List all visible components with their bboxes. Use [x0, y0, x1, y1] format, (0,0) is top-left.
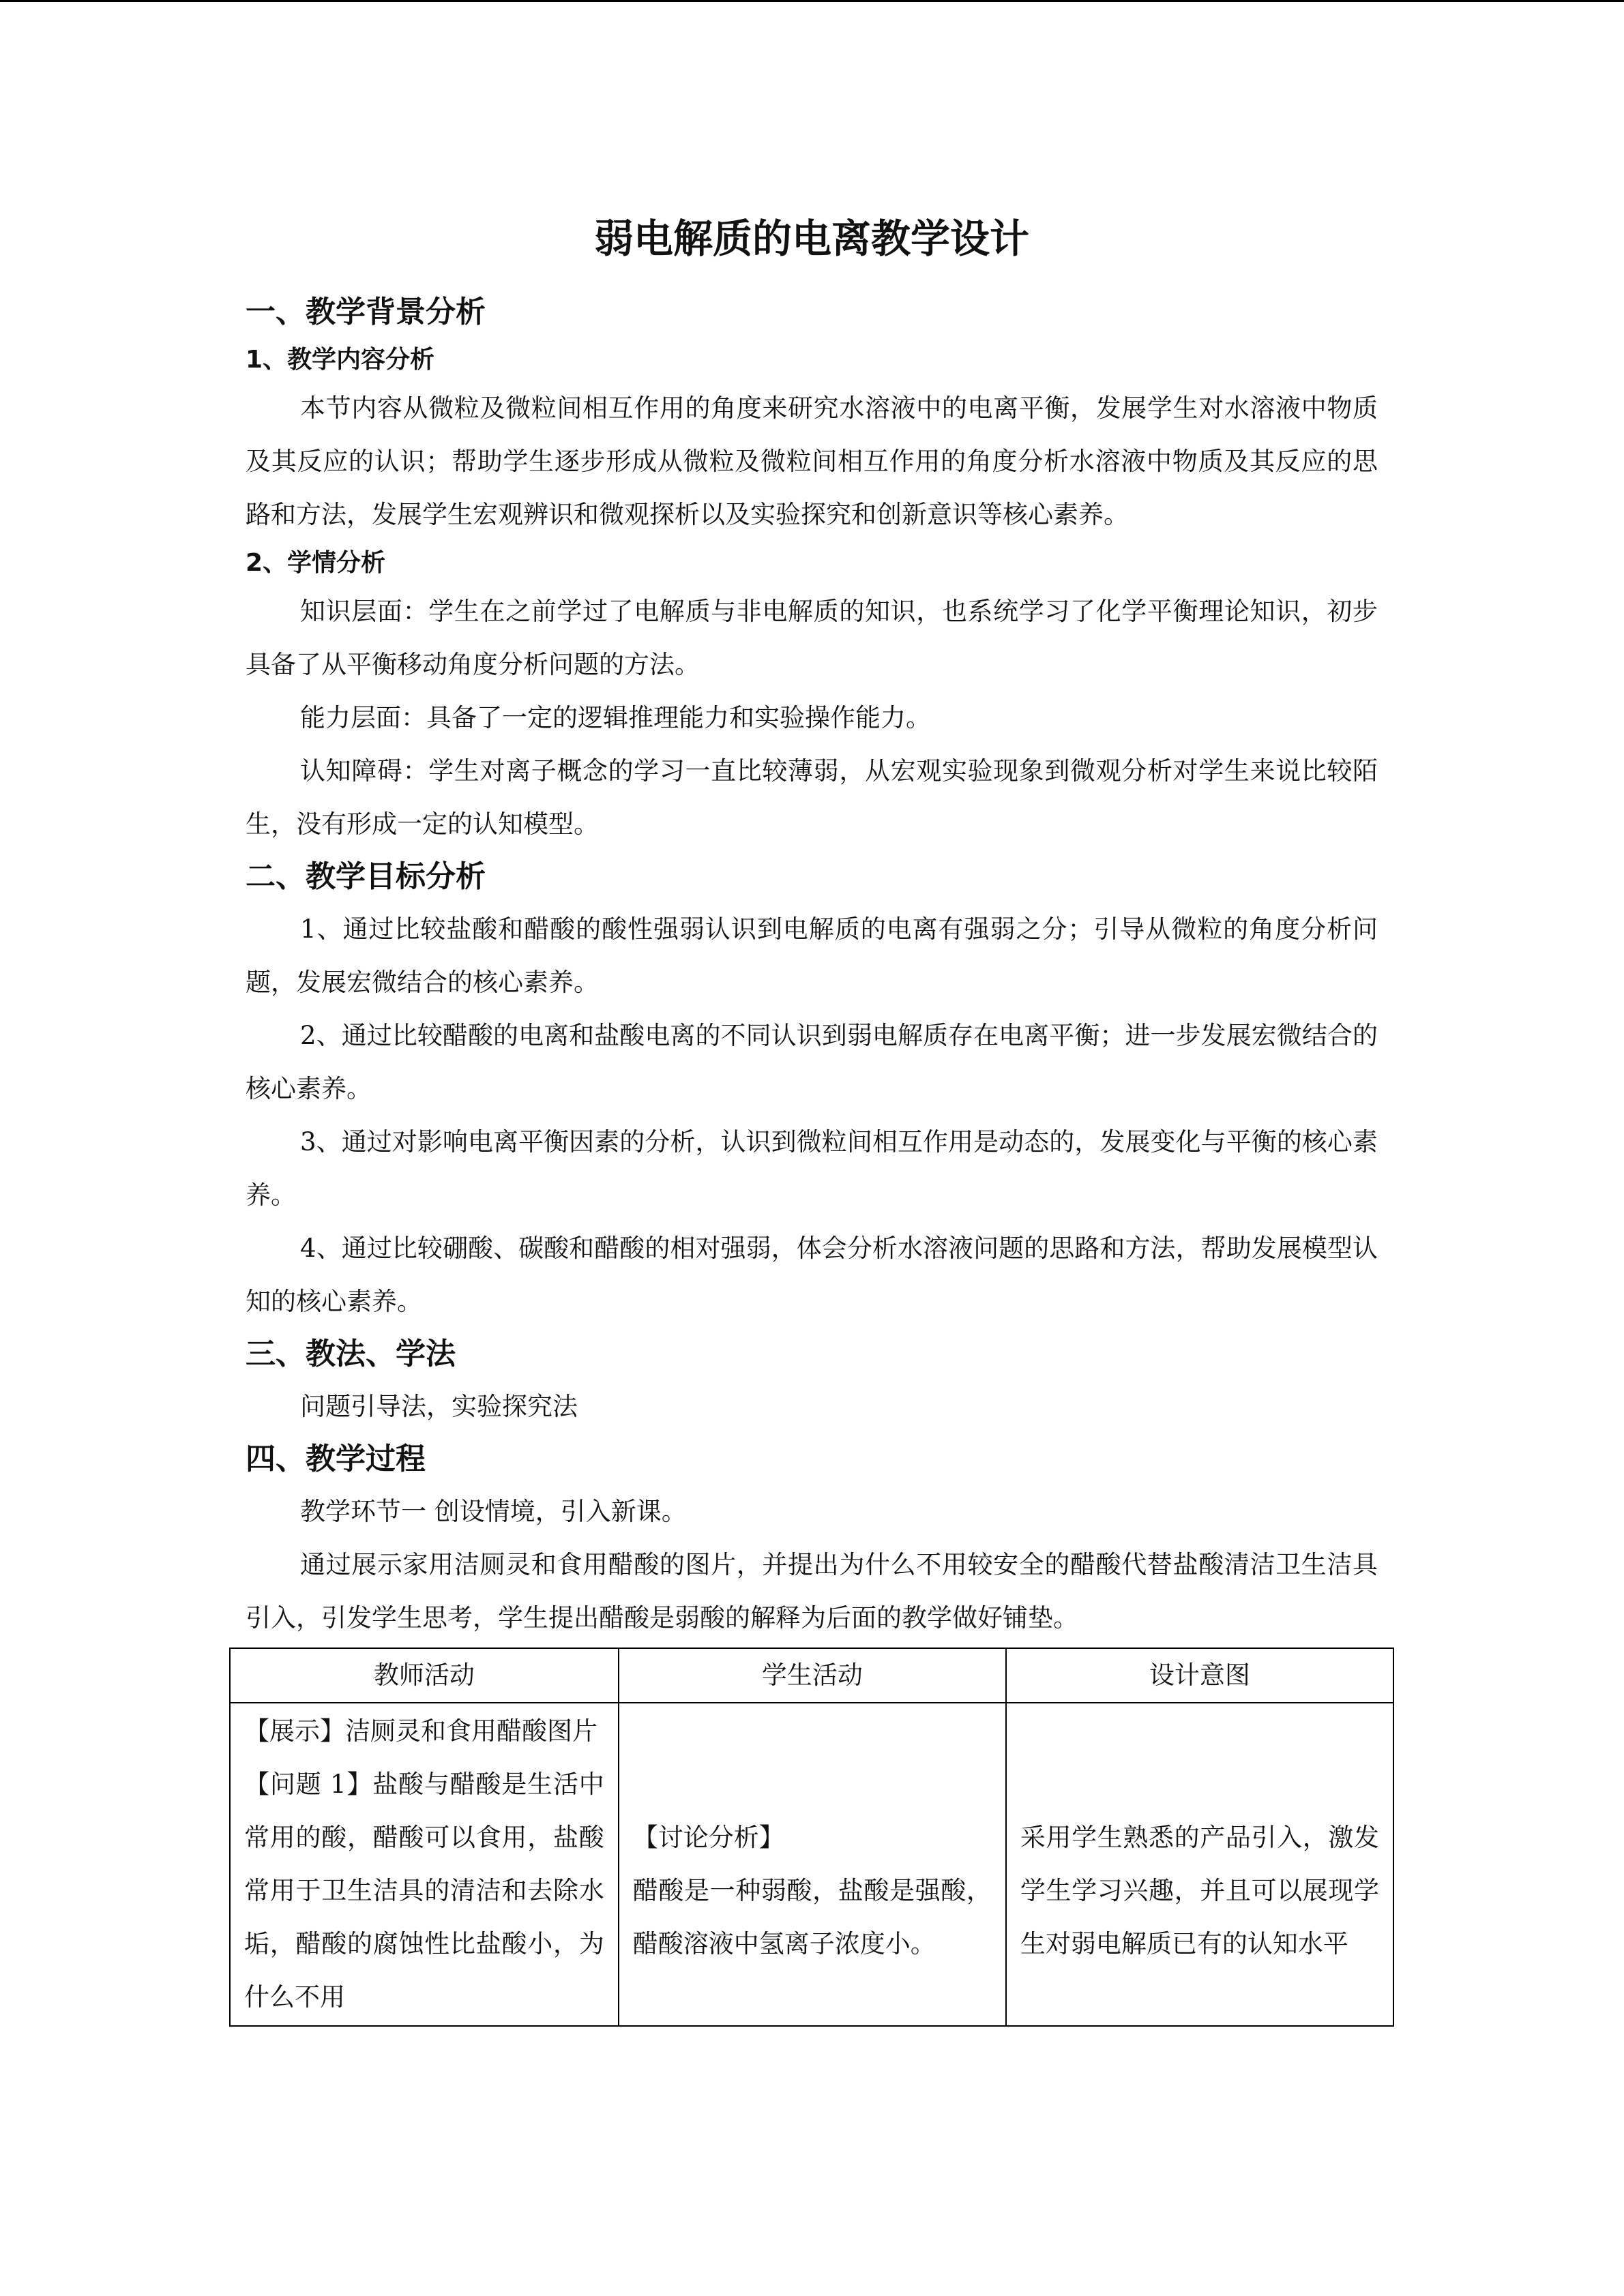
cognitive-barrier-paragraph: 认知障碍：学生对离子概念的学习一直比较薄弱，从宏观实验现象到微观分析对学生来说比较陌生，没有形成一定的认知模型。 [246, 756, 1378, 839]
knowledge-level-paragraph: 知识层面：学生在之前学过了电解质与非电解质的知识，也系统学习了化学平衡理论知识，初步具备了从平衡移动角度分析问题的方法。 [246, 597, 1378, 679]
header-design-intent: 设计意图 [1006, 1648, 1393, 1703]
student-activity-heading: 【讨论分析】 [632, 1823, 784, 1852]
content-analysis-paragraph: 本节内容从微粒及微粒间相互作用的角度来研究水溶液中的电离平衡，发展学生对水溶液中物质及其反应的认识；帮助学生逐步形成从微粒及微粒间相互作用的角度分析水溶液中物质及其反应的思路和方法，发展学生宏观辨识和微观探析以及实验探究和创新意识等核心素养。 [246, 393, 1378, 529]
stage-1-description: 通过展示家用洁厕灵和食用醋酸的图片，并提出为什么不用较安全的醋酸代替盐酸清洁卫生洁具引入，引发学生思考，学生提出醋酸是弱酸的解释为后面的教学做好铺垫。 [246, 1550, 1378, 1632]
top-border-line [0, 0, 1624, 2]
section-3-heading: 三、教法、学法 [246, 1337, 456, 1371]
teacher-activity-cell: 【展示】洁厕灵和食用醋酸图片 【问题 1】盐酸与醋酸是生活中常用的酸，醋酸可以食用，盐酸常用于卫生洁具的清洁和去除水垢，醋酸的腐蚀性比盐酸小，为什么不用 [230, 1703, 619, 2026]
document-page [246, 205, 1378, 2027]
stage-1-paragraph: 教学环节一 创设情境，引入新课。 [300, 1497, 687, 1526]
header-student-activity: 学生活动 [619, 1648, 1006, 1703]
ability-level-paragraph: 能力层面：具备了一定的逻辑推理能力和实验操作能力。 [300, 703, 931, 732]
table-header-row [230, 1648, 1393, 1703]
design-intent-cell: 采用学生熟悉的产品引入，激发学生学习兴趣，并且可以展现学生对弱电解质已有的认知水平 [1006, 1703, 1393, 2026]
document-title: 弱电解质的电离教学设计 [593, 215, 1029, 262]
student-activity-cell [619, 1703, 1006, 2026]
teaching-process-table [229, 1648, 1394, 2027]
section-1-heading: 一、教学背景分析 [246, 295, 486, 329]
methods-paragraph: 问题引导法，实验探究法 [300, 1392, 578, 1421]
goal-item: 2、通过比较醋酸的电离和盐酸电离的不同认识到弱电解质存在电离平衡；进一步发展宏微结合的核心素养。 [246, 1021, 1378, 1103]
subsection-content-analysis: 1、教学内容分析 [246, 346, 435, 374]
section-2-heading: 二、教学目标分析 [246, 859, 486, 894]
student-activity-text: 醋酸是一种弱酸，盐酸是强酸，醋酸溶液中氢离子浓度小。 [632, 1876, 992, 1958]
table-row [230, 1703, 1393, 2026]
header-teacher-activity: 教师活动 [230, 1648, 619, 1703]
subsection-learner-analysis: 2、学情分析 [246, 549, 386, 577]
goal-item: 3、通过对影响电离平衡因素的分析，认识到微粒间相互作用是动态的，发展变化与平衡的核心素养。 [246, 1127, 1378, 1210]
goal-item: 4、通过比较硼酸、碳酸和醋酸的相对强弱，体会分析水溶液问题的思路和方法，帮助发展模型认知的核心素养。 [246, 1234, 1378, 1316]
section-4-heading: 四、教学过程 [246, 1442, 426, 1476]
goal-item: 1、通过比较盐酸和醋酸的酸性强弱认识到电解质的电离有强弱之分；引导从微粒的角度分析问题，发展宏微结合的核心素养。 [246, 914, 1378, 997]
